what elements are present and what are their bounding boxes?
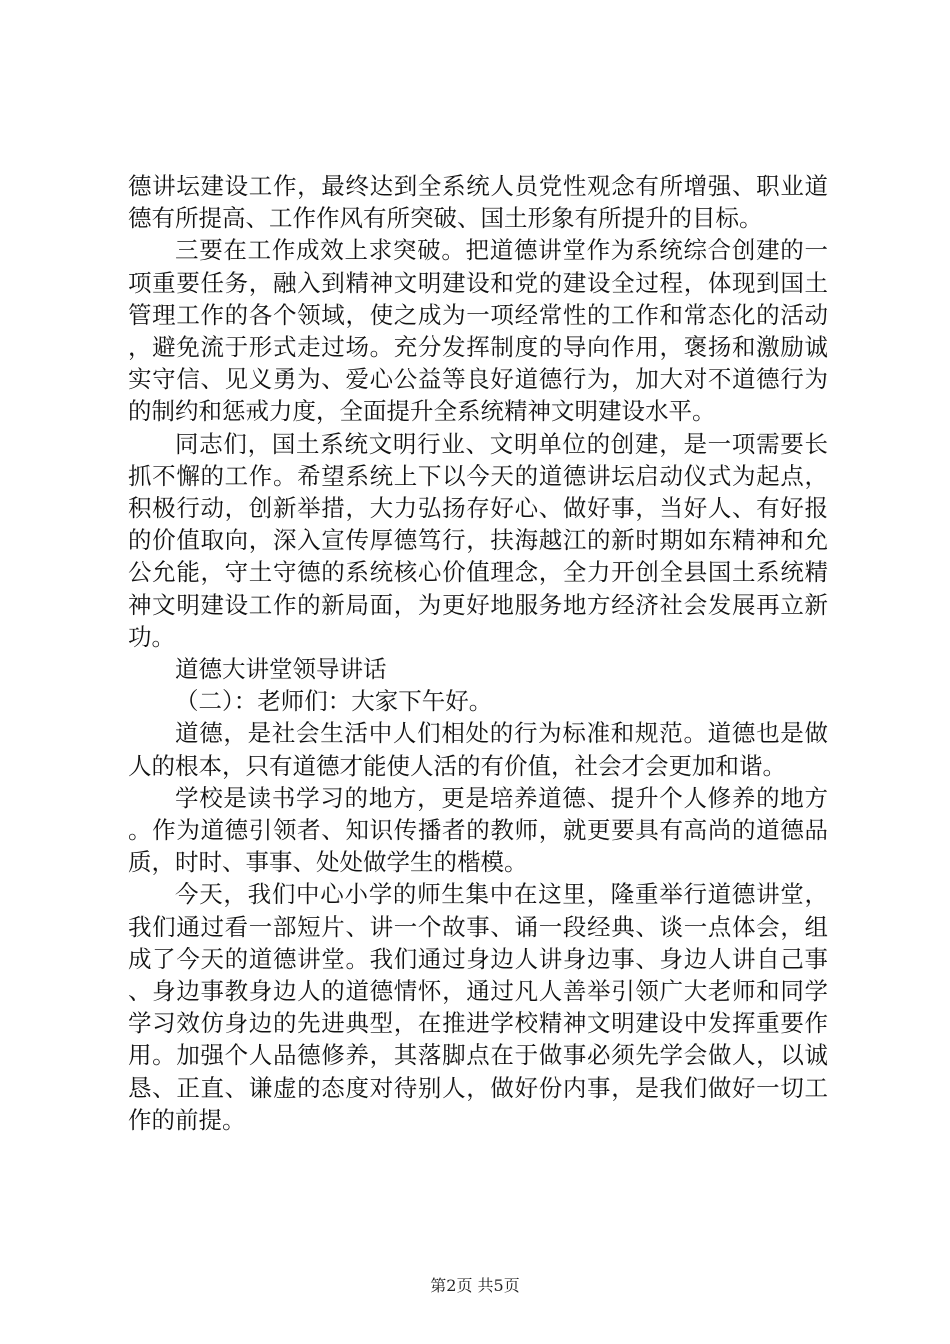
paragraph-6: 道德，是社会生活中人们相处的行为标准和规范。道德也是做人的根本，只有道德才能使人活的有价值，社会才会更加和谐。 [128, 719, 828, 780]
document-body [128, 170, 828, 1136]
paragraph-3: 同志们，国土系统文明行业、文明单位的创建，是一项需要长抓不懈的工作。希望系统上下以今天的道德讲坛启动仪式为起点，积极行动，创新举措，大力弘扬存好心、做好事，当好人、有好报的价值取向，深入宣传厚德笃行，扶海越江的新时期如东精神和允公允能，守土守德的系统核心价值理念，全力开创全县国土系统精神文明建设工作的新局面，为更好地服务地方经济社会发展再立新功。 [128, 429, 828, 651]
greeting-line: （二）：老师们：大家下午好。 [175, 687, 493, 716]
page-footer [0, 1276, 950, 1296]
paragraph-8: 今天，我们中心小学的师生集中在这里，隆重举行道德讲堂，我们通过看一部短片、讲一个故事、诵一段经典、谈一点体会，组成了今天的道德讲堂。我们通过身边人讲身边事、身边人讲自己事、身边事教身边人的道德情怀，通过凡人善举引领广大老师和同学学习效仿身边的先进典型，在推进学校精神文明建设中发挥重要作用。加强个人品德修养，其落脚点在于做事必须先学会做人，以诚恳、正直、谦虚的态度对待别人，做好份内事，是我们做好一切工作的前提。 [128, 880, 828, 1134]
section-heading: 道德大讲堂领导讲话 [175, 655, 387, 684]
paragraph-7: 学校是读书学习的地方，更是培养道德、提升个人修养的地方。作为道德引领者、知识传播者的教师，就更要具有高尚的道德品质，时时、事事、处处做学生的楷模。 [128, 783, 828, 877]
paragraph-1: 德讲坛建设工作，最终达到全系统人员党性观念有所增强、职业道德有所提高、工作作风有所突破、国土形象有所提升的目标。 [128, 172, 828, 233]
page-number: 第2页 共5页 [430, 1276, 520, 1295]
paragraph-2: 三要在工作成效上求突破。把道德讲堂作为系统综合创建的一项重要任务，融入到精神文明建设和党的建设全过程，体现到国土管理工作的各个领域，使之成为一项经常性的工作和常态化的活动，避免流于形式走过场。充分发挥制度的导向作用，褒扬和激励诚实守信、见义勇为、爱心公益等良好道德行为，加大对不道德行为的制约和惩戒力度，全面提升全系统精神文明建设水平。 [128, 236, 828, 426]
